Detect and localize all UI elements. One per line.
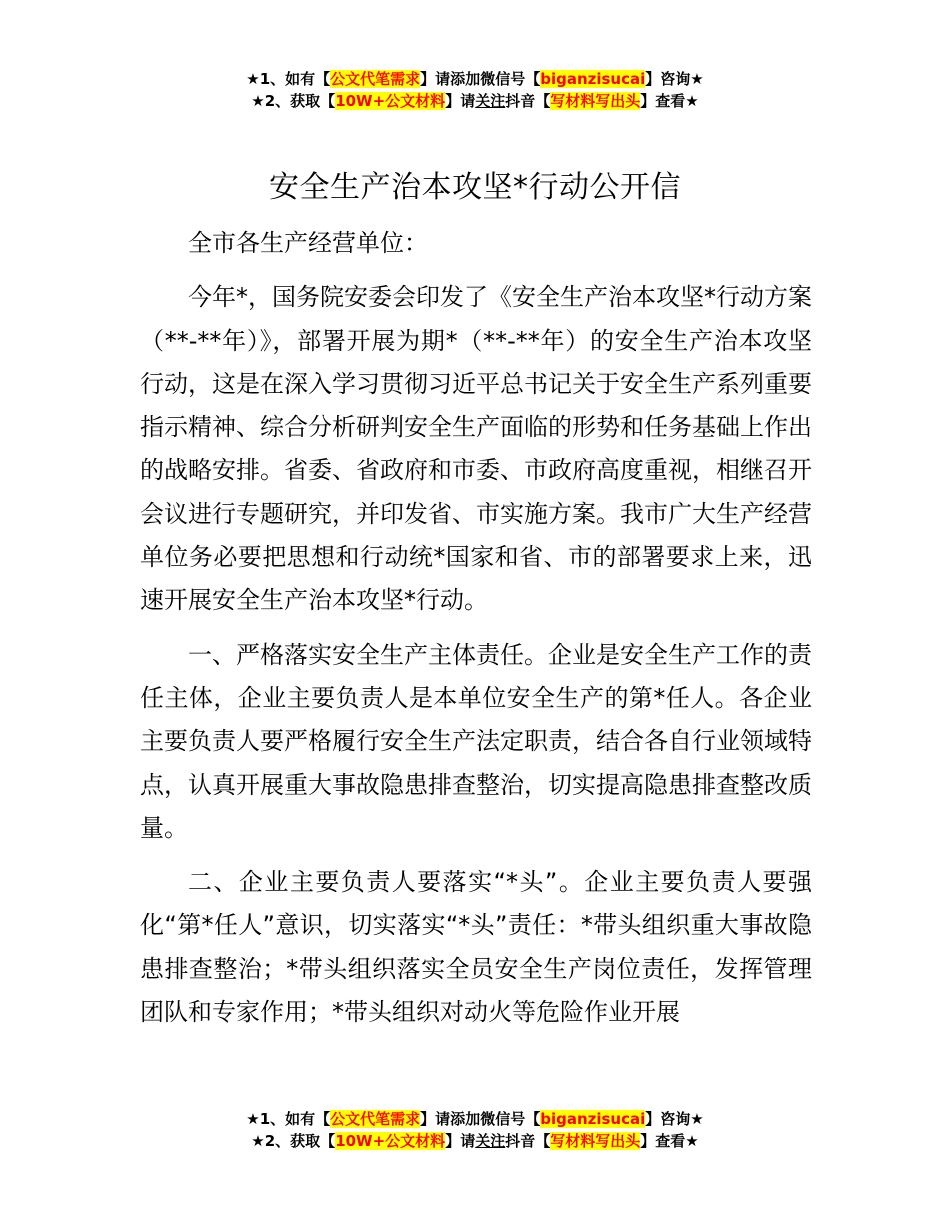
footer-banner [0, 1108, 950, 1152]
banner-text: 】请 [445, 92, 476, 110]
highlight-ghostwriting: 公文代笔需求 [330, 1110, 421, 1128]
banner-text: 】请 [445, 1132, 476, 1150]
banner-text: ★2、获取【 [251, 92, 336, 110]
highlight-materials: 10W+公文材料 [335, 1132, 446, 1150]
header-banner [0, 68, 950, 112]
banner-text: 】查看★ [640, 92, 699, 110]
banner-text: ★1、如有【 [246, 1110, 331, 1128]
banner-text: 】咨询★ [645, 1110, 704, 1128]
banner-text: 】请添 [420, 70, 466, 88]
banner-text: 】请添 [420, 1110, 466, 1128]
banner-text: 抖音【 [505, 92, 551, 110]
greeting: 全市各生产经营单位： [188, 229, 428, 257]
highlight-materials: 10W+公文材料 [335, 92, 446, 110]
document-title: 安全生产治本攻坚*行动公开信 [269, 170, 681, 205]
highlight-douyin-account: 写材料写出头 [550, 1132, 641, 1150]
paragraph: 今年*，国务院安委会印发了《安全生产治本攻坚*行动方案（**-**年）》，部署开展为期*（**-**年）的安全生产治本攻坚行动，这是在深入学习贯彻习近平总书记关于安全生产系列重要指示精神、综合分析研判安全生产面临的形势和任务基础上作出的战略安排。省委、省政府和市委、市政府高度重视，相继召开会议进行专题研究，并印发省、市实施方案。我市广大生产经营单位务必要把思想和行动统*国家和省、市的部署要求上来，迅速开展安全生产治本攻坚*行动。 [140, 283, 812, 615]
highlight-wechat-id: biganzisucai [540, 1110, 646, 1128]
banner-text: 加 [465, 1110, 481, 1128]
paragraph: 二、企业主要负责人要落实“*头”。企业主要负责人要强化“第*任人”意识，切实落实“*头”责任：*带头组织重大事故隐患排查整治；*带头组织落实全员安全生产岗位责任，发挥管理团队和专家作用；*带头组织对动火等危险作业开展 [140, 868, 812, 1027]
banner-text: 加 [465, 70, 481, 88]
highlight-douyin-account: 写材料写出头 [550, 92, 641, 110]
banner-line-2 [0, 1130, 950, 1152]
banner-text: 抖音【 [505, 1132, 551, 1150]
paragraph: 一、严格落实安全生产主体责任。企业是安全生产工作的责任主体，企业主要负责人是本单位安全生产的第*任人。各企业主要负责人要严格履行安全生产法定职责，结合各自行业领域特点，认真开展重大事故隐患排查整治，切实提高隐患排查整改质量。 [140, 640, 812, 842]
highlight-wechat-id: biganzisucai [540, 70, 646, 88]
banner-text: 微信号【 [480, 70, 541, 88]
banner-text: 】咨询★ [645, 70, 704, 88]
highlight-ghostwriting: 公文代笔需求 [330, 70, 421, 88]
banner-text: 】查看★ [640, 1132, 699, 1150]
banner-line-1 [0, 68, 950, 90]
banner-text: ★1、如有【 [246, 70, 331, 88]
banner-line-2 [0, 90, 950, 112]
banner-text-underlined: 关注 [475, 1132, 506, 1150]
banner-line-1 [0, 1108, 950, 1130]
banner-text: 微信号【 [480, 1110, 541, 1128]
banner-text: ★2、获取【 [251, 1132, 336, 1150]
document-body [140, 222, 812, 1045]
banner-text-underlined: 关注 [475, 92, 506, 110]
